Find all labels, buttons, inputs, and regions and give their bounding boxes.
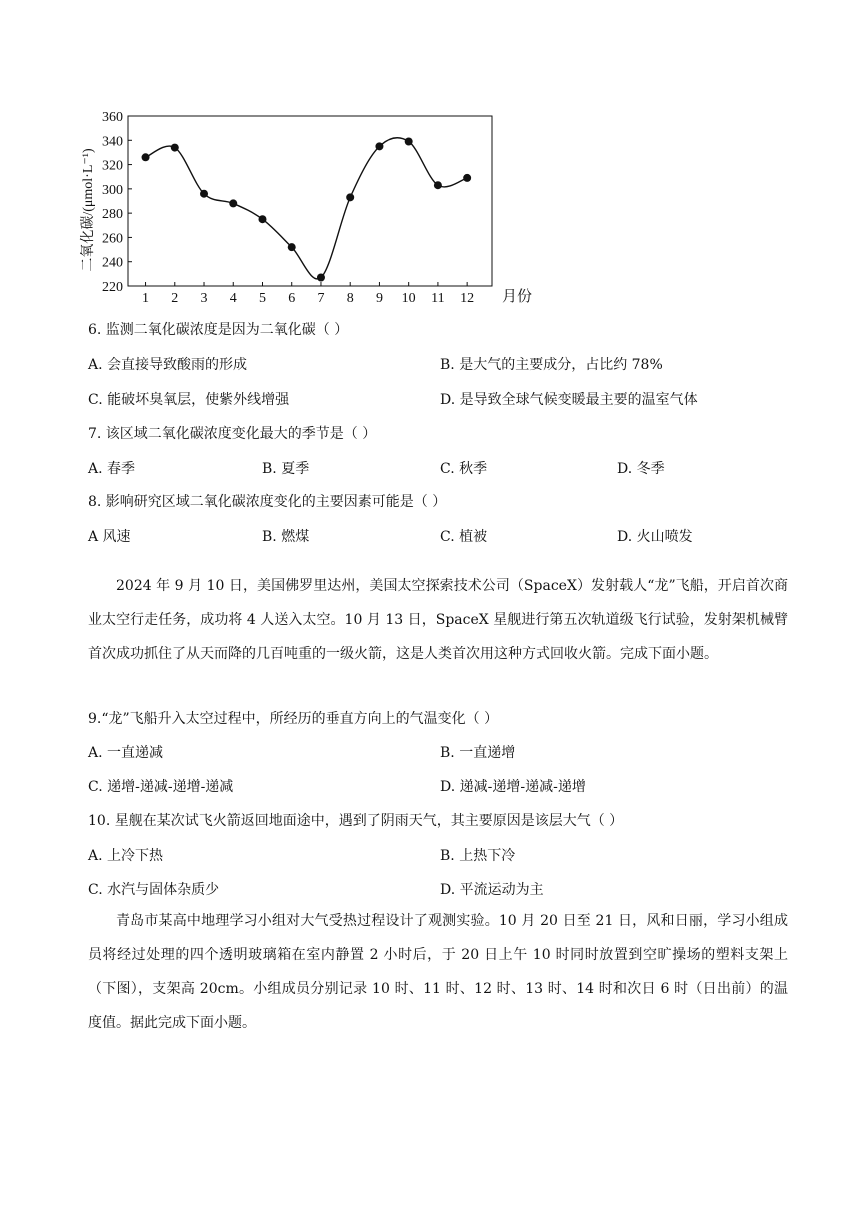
q6-option-a: A. 会直接导致酸雨的形成 xyxy=(88,357,248,373)
q6-option-d: D. 是导致全球气候变暖最主要的温室气体 xyxy=(440,392,698,408)
y-tick-label: 320 xyxy=(102,158,123,174)
data-point xyxy=(288,243,296,251)
data-point xyxy=(229,199,237,207)
q8-option-a: A 风速 xyxy=(88,529,131,545)
y-tick-label: 240 xyxy=(102,255,123,271)
data-point xyxy=(317,274,325,282)
x-tick-label: 2 xyxy=(171,291,179,306)
co2-line-chart xyxy=(70,100,540,310)
passage-spacex: 2024 年 9 月 10 日，美国佛罗里达州，美国太空探索技术公司（SpaceX）发射载人“龙”飞船，开启首次商业太空行走任务，成功将 4 人送入太空。10 月 13 日，SpaceX 星舰进行第五次轨道级飞行试验，发射架机械臂首次成功抓住了从天而降的几百吨重的一级火箭，这是人类首次用这种方式回收火箭。完成下面小题。 xyxy=(88,578,788,662)
chart-ticks xyxy=(102,110,474,306)
y-tick-label: 340 xyxy=(102,134,123,150)
x-axis-label: 月份 xyxy=(502,289,533,305)
x-tick-label: 11 xyxy=(431,291,445,306)
question-7-stem: 7. 该区域二氧化碳浓度变化最大的季节是（ ） xyxy=(88,426,377,442)
x-tick-label: 7 xyxy=(317,291,325,306)
x-tick-label: 8 xyxy=(346,291,354,306)
data-point xyxy=(171,144,179,152)
data-point xyxy=(405,138,413,146)
x-tick-label: 10 xyxy=(401,291,416,306)
x-tick-label: 3 xyxy=(200,291,208,306)
passage-experiment: 青岛市某高中地理学习小组对大气受热过程设计了观测实验。10 月 20 日至 21 日，风和日丽，学习小组成员将经过处理的四个透明玻璃箱在室内静置 2 小时后，于 20 日上午 10 时同时放置到空旷操场的塑料支架上（下图），支架高 20cm。小组成员分别记录 10 时、11 时、12 时、13 时、14 时和次日 6 时（日出前）的温度值。据此完成下面小题。 xyxy=(88,913,788,1031)
data-point xyxy=(258,215,266,223)
y-tick-label: 280 xyxy=(102,207,123,223)
q9-option-d: D. 递减-递增-递减-递增 xyxy=(440,779,586,795)
y-tick-label: 360 xyxy=(102,110,123,125)
data-point xyxy=(375,142,383,150)
q10-option-a: A. 上冷下热 xyxy=(88,848,164,864)
data-point xyxy=(434,181,442,189)
q9-option-b: B. 一直递增 xyxy=(440,745,516,761)
data-point xyxy=(200,190,208,198)
x-tick-label: 12 xyxy=(460,291,475,306)
chart-axes xyxy=(128,116,492,286)
q6-option-b: B. 是大气的主要成分，占比约 78% xyxy=(440,357,663,373)
y-tick-label: 260 xyxy=(102,231,123,247)
q9-option-a: A. 一直递减 xyxy=(88,745,164,761)
q7-option-d: D. 冬季 xyxy=(617,461,665,477)
q6-option-c: C. 能破坏臭氧层，使紫外线增强 xyxy=(88,392,290,408)
question-10-stem: 10. 星舰在某次试飞火箭返回地面途中，遇到了阴雨天气，其主要原因是该层大气（ ） xyxy=(88,813,624,829)
question-9-stem: 9.“龙”飞船升入太空过程中，所经历的垂直方向上的气温变化（ ） xyxy=(88,711,499,727)
q8-option-c: C. 植被 xyxy=(440,529,488,545)
x-tick-label: 5 xyxy=(258,291,266,306)
y-tick-label: 300 xyxy=(102,182,123,198)
data-point xyxy=(463,174,471,182)
y-tick-label: 220 xyxy=(102,280,123,295)
data-point xyxy=(346,193,354,201)
q7-option-a: A. 春季 xyxy=(88,461,136,477)
x-tick-label: 9 xyxy=(375,291,383,306)
q8-option-d: D. 火山喷发 xyxy=(617,529,693,545)
x-tick-label: 6 xyxy=(288,291,296,306)
q10-option-b: B. 上热下冷 xyxy=(440,848,516,864)
q7-option-b: B. 夏季 xyxy=(262,461,310,477)
x-tick-label: 1 xyxy=(142,291,150,306)
question-6-stem: 6. 监测二氧化碳浓度是因为二氧化碳（ ） xyxy=(88,322,349,338)
q10-option-d: D. 平流运动为主 xyxy=(440,882,544,898)
q9-option-c: C. 递增-递减-递增-递减 xyxy=(88,779,234,795)
q10-option-c: C. 水汽与固体杂质少 xyxy=(88,882,220,898)
plot-frame xyxy=(128,116,492,286)
x-tick-label: 4 xyxy=(229,291,237,306)
q7-option-c: C. 秋季 xyxy=(440,461,488,477)
y-axis-label: 二氧化碳/(μmol·L⁻¹) xyxy=(81,148,96,272)
series-line xyxy=(146,138,468,279)
question-8-stem: 8. 影响研究区域二氧化碳浓度变化的主要因素可能是（ ） xyxy=(88,494,447,510)
data-point xyxy=(142,153,150,161)
q8-option-b: B. 燃煤 xyxy=(262,529,310,545)
